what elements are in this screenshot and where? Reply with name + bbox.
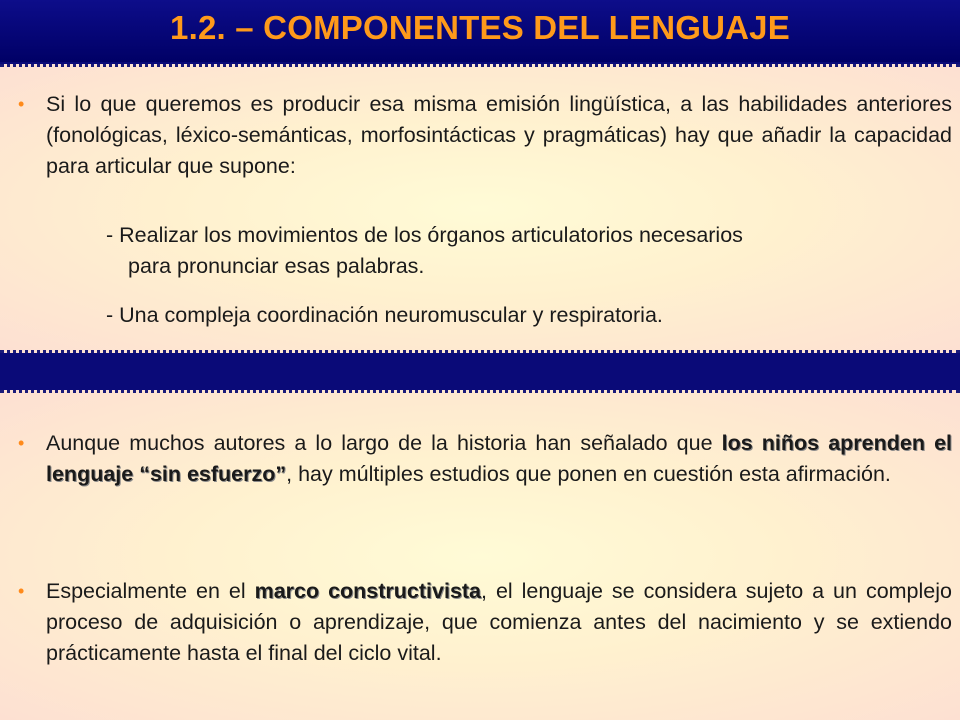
bullet-item bbox=[18, 576, 952, 669]
bullet-icon: • bbox=[18, 94, 25, 114]
sub-item-movements bbox=[106, 220, 952, 282]
sub-item-movements-line2: para pronunciar esas palabras. bbox=[128, 254, 425, 278]
emphasis-effort: los niños aprenden el lenguaje “sin esfuerzo” bbox=[46, 431, 952, 486]
content-panel-1 bbox=[0, 64, 960, 353]
slide-title: 1.2. – COMPONENTES DEL LENGUAJE bbox=[170, 9, 790, 46]
bullet-icon: • bbox=[18, 581, 25, 601]
bullet-item bbox=[18, 89, 952, 182]
paragraph-effort-text-end: , hay múltiples estudios que ponen en cuestión esta afirmación. bbox=[286, 462, 891, 486]
bullet-icon: • bbox=[18, 433, 25, 453]
paragraph-effort-text-start: Aunque muchos autores a lo largo de la historia han señalado que bbox=[46, 431, 722, 455]
paragraph-constructivist bbox=[46, 576, 952, 669]
bullet-item bbox=[18, 428, 952, 490]
paragraph-articulation: Si lo que queremos es producir esa misma emisión lingüística, a las habilidades anteriores (fonológicas, léxico-semánticas, morfosintácticas y pragmáticas) hay que añadir la capacidad para articular que supone: bbox=[46, 92, 952, 178]
sub-item-coordination: - Una compleja coordinación neuromuscular y respiratoria. bbox=[106, 303, 663, 327]
paragraph-constructivist-text-start: Especialmente en el bbox=[46, 579, 255, 603]
paragraph-effort bbox=[46, 428, 952, 490]
emphasis-constructivist: marco constructivista bbox=[254, 579, 482, 603]
content-panel-2 bbox=[0, 390, 960, 720]
paragraph-constructivist-text-end: , el lenguaje se considera sujeto a un complejo proceso de adquisición o aprendizaje, que comienza antes del nacimiento y se extiendo prácticamente hasta el final del ciclo vital. bbox=[46, 579, 952, 665]
sub-item-movements-line1: - Realizar los movimientos de los órganos articulatorios necesarios bbox=[106, 223, 743, 247]
title-bar bbox=[0, 0, 960, 62]
